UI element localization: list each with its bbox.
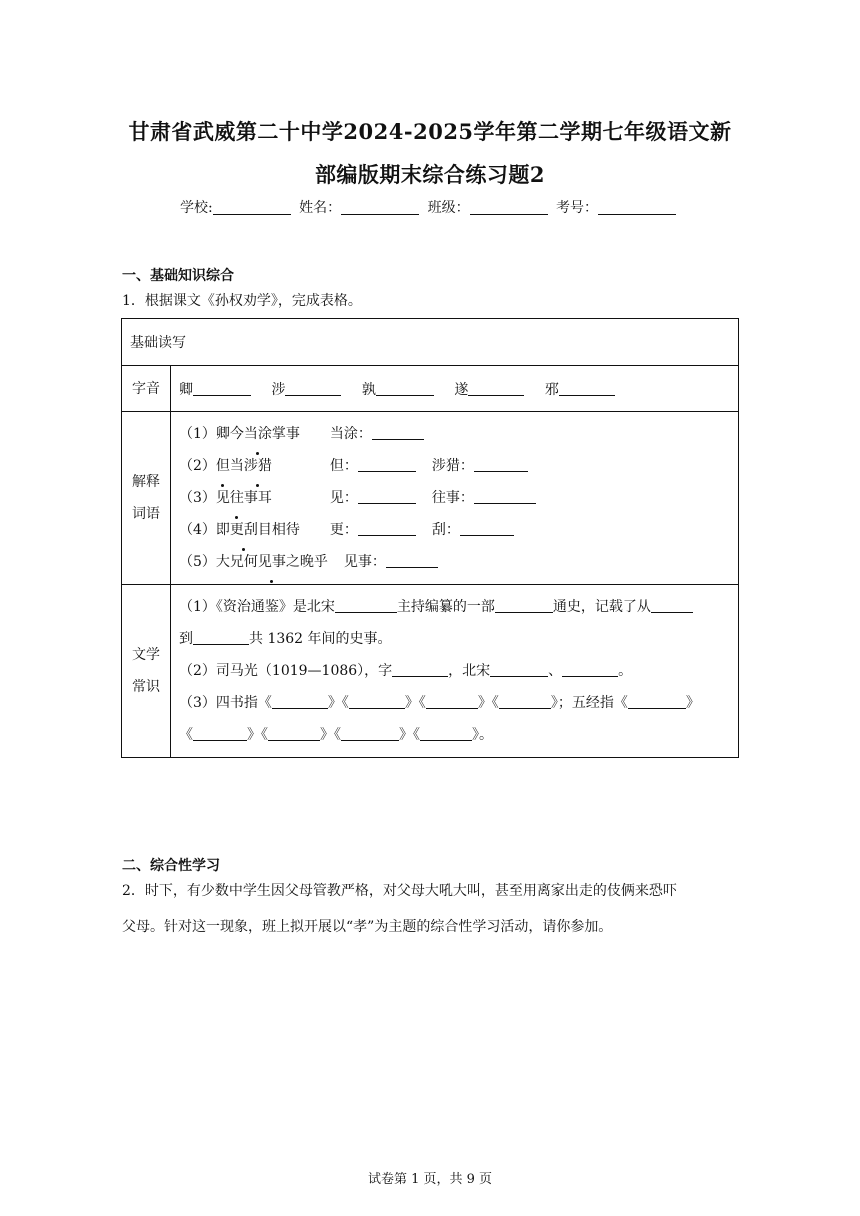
- answer-blank[interactable]: [499, 694, 551, 709]
- class-blank[interactable]: [470, 200, 548, 215]
- char-ye: 邪: [544, 381, 559, 398]
- literature-line-3: （2）司马光（1019—1086），字 ，北宋 、 。: [179, 663, 633, 679]
- answer-blank[interactable]: [193, 381, 251, 396]
- answer-blank[interactable]: [272, 694, 328, 709]
- answer-blank[interactable]: [268, 726, 320, 741]
- dotted-word: 但: [216, 450, 230, 482]
- char-qing: 卿: [179, 381, 193, 398]
- pronunciation-label: 字音: [122, 366, 171, 412]
- exam-title-line1: 甘肃省武威第二十中学2024-2025学年第二学期七年级语文新: [128, 119, 732, 144]
- answer-blank[interactable]: [559, 381, 615, 396]
- explain-item-4: （4）即更刮目相待 更： 刮：: [179, 514, 738, 546]
- dotted-word: 更刮: [230, 514, 258, 546]
- answer-blank[interactable]: [426, 694, 478, 709]
- answer-blank[interactable]: [651, 598, 693, 613]
- question1-text: 1．根据课文《孙权劝学》，完成表格。: [122, 293, 362, 309]
- answer-blank[interactable]: [358, 521, 416, 536]
- dotted-word: 当涂: [244, 418, 272, 450]
- pronunciation-row: [171, 366, 739, 412]
- answer-blank[interactable]: [358, 489, 416, 504]
- explain-item-3: （3）见往事耳 见： 往事：: [179, 482, 738, 514]
- section2-heading: 二、综合性学习: [122, 858, 220, 874]
- name-label: 姓名：: [299, 200, 342, 216]
- explain-item-5: （5）大兄何见事之晚乎 见事：: [179, 546, 738, 578]
- answer-blank[interactable]: [335, 598, 397, 613]
- answer-blank[interactable]: [193, 726, 247, 741]
- answer-blank[interactable]: [474, 457, 528, 472]
- question2-line1: 2．时下，有少数中学生因父母管教严格，对父母大吼大叫，甚至用离家出走的伎俩来恐吓: [122, 883, 677, 899]
- answer-blank[interactable]: [495, 598, 553, 613]
- answer-blank[interactable]: [372, 425, 424, 440]
- answer-blank[interactable]: [562, 662, 618, 677]
- class-label: 班级：: [427, 200, 470, 216]
- literature-label: 文学 常识: [122, 585, 171, 758]
- explain-label: 解释 词语: [122, 412, 171, 585]
- answer-blank[interactable]: [628, 694, 686, 709]
- number-blank[interactable]: [598, 200, 676, 215]
- student-info-row: [0, 197, 860, 217]
- answer-blank[interactable]: [474, 489, 536, 504]
- name-blank[interactable]: [341, 200, 419, 215]
- answer-blank[interactable]: [490, 662, 548, 677]
- dotted-word: 涉猎: [244, 450, 272, 482]
- char-she: 涉: [271, 381, 286, 398]
- answer-blank[interactable]: [460, 521, 514, 536]
- literature-cell: [171, 585, 739, 758]
- literature-line-2: 到 共 1362 年间的史事。: [179, 631, 392, 647]
- answer-blank[interactable]: [285, 381, 341, 396]
- answer-blank[interactable]: [358, 457, 416, 472]
- answer-blank[interactable]: [420, 726, 472, 741]
- char-sui: 遂: [454, 381, 469, 398]
- dotted-word: 见事: [258, 546, 286, 578]
- dotted-word: 见往事: [216, 482, 258, 514]
- answer-blank[interactable]: [376, 381, 434, 396]
- section1-heading: 一、基础知识综合: [122, 268, 234, 284]
- school-label: 学校:: [179, 200, 213, 216]
- knowledge-table: [121, 318, 739, 758]
- answer-blank[interactable]: [392, 662, 448, 677]
- char-shu: 孰: [361, 381, 376, 398]
- answer-blank[interactable]: [468, 381, 524, 396]
- number-label: 考号：: [556, 200, 599, 216]
- explain-item-1: （1）卿今当涂掌事 当涂：: [179, 418, 738, 450]
- explain-item-2: （2）但当涉猎 但： 涉猎：: [179, 450, 738, 482]
- explain-cell: [171, 412, 739, 585]
- literature-line-5: 《 》《 》《 》《 》。: [179, 727, 493, 743]
- answer-blank[interactable]: [341, 726, 399, 741]
- answer-blank[interactable]: [349, 694, 405, 709]
- literature-line-1: （1）《资治通鉴》是北宋 主持编纂的一部 通史，记载了从: [179, 591, 738, 623]
- question2-line2: 父母。针对这一现象，班上拟开展以“孝”为主题的综合性学习活动，请你参加。: [122, 919, 613, 935]
- answer-blank[interactable]: [193, 630, 249, 645]
- answer-blank[interactable]: [386, 553, 438, 568]
- exam-title-line2: 部编版期末综合练习题2: [314, 162, 546, 187]
- table-header: 基础读写: [122, 319, 739, 366]
- school-blank[interactable]: [213, 200, 291, 215]
- page-footer: 试卷第 1 页，共 9 页: [367, 1172, 493, 1187]
- literature-line-4: （3）四书指《 》《 》《 》《 》；五经指《 》: [179, 695, 700, 711]
